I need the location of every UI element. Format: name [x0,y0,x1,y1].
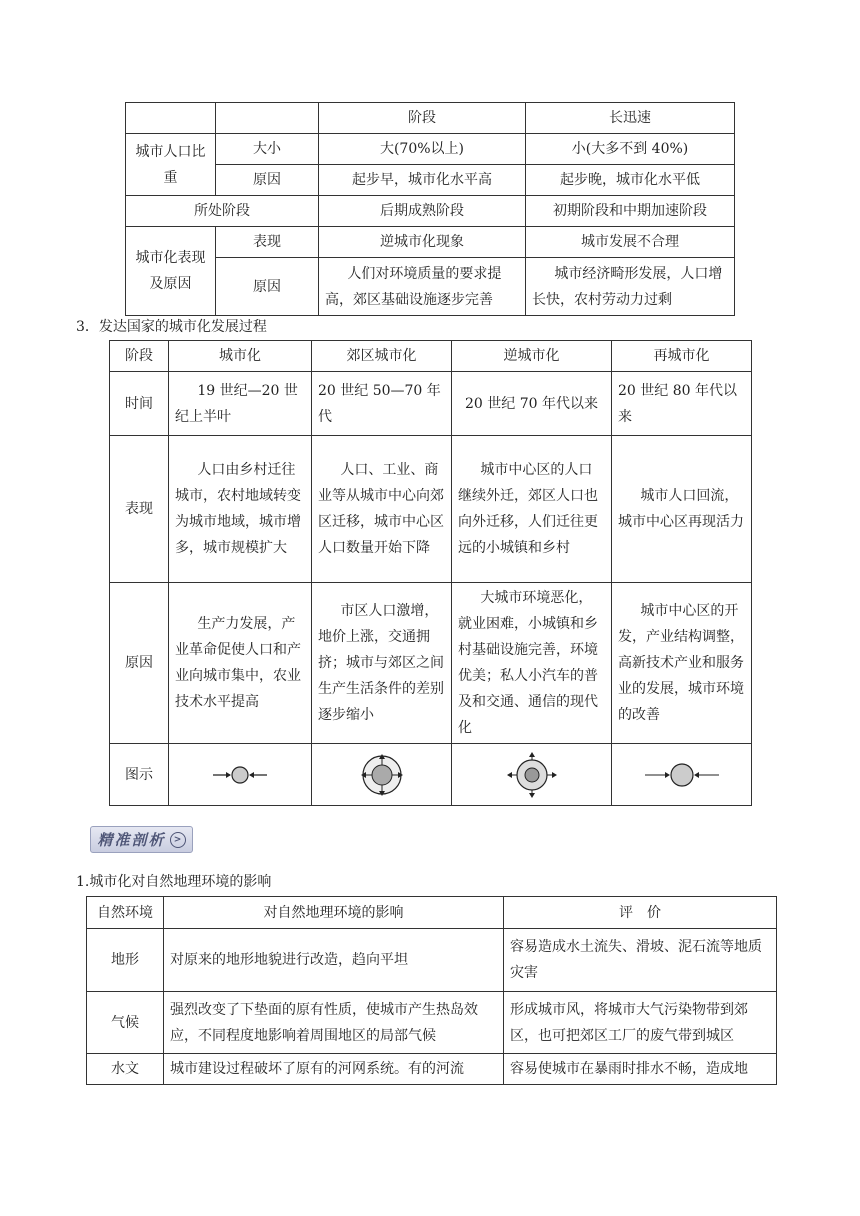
inward-arrows-diagram [205,757,275,793]
city-population-comparison-table [125,102,735,316]
chevron-right-icon: > [170,832,186,848]
reason-urbanization: 生产力发展，产业革命促使人口和产业向城市集中，农业技术水平提高 [169,583,312,744]
diagram-counter-urbanization [452,744,612,806]
performance-urbanization: 人口由乡村迁往城市，农村地域转变为城市地域，城市增多，城市规模扩大 [169,436,312,583]
evaluation-header: 评 价 [504,897,777,929]
climate-label: 气候 [87,992,164,1054]
environment-impact-table [86,896,777,1085]
diagram-urbanization [169,744,312,806]
reason-reurbanization: 城市中心区的开发，产业结构调整，高新技术产业和服务业的发展，城市环境的改善 [612,583,752,744]
urbanization-process-table [109,340,752,806]
population-ratio-label: 城市人口比重 [126,134,216,196]
performance-label: 表现 [216,227,319,258]
terrain-impact: 对原来的地形地貌进行改造，趋向平坦 [164,929,504,992]
performance-suburbanization: 人口、工业、商业等从城市中心向郊区迁移，城市中心区人口数量开始下降 [312,436,452,583]
reason-counter-urbanization: 大城市环境恶化，就业困难，小城镇和乡村基础设施完善，环境优美；私人小汽车的普及和交通、通信的现代化 [452,583,612,744]
header-cell-growth: 长迅速 [526,103,735,134]
diagram-reurbanization [612,744,752,806]
nature-header: 自然环境 [87,897,164,929]
reason-row-label: 原因 [110,583,169,744]
section-1-title: 1.城市化对自然地理环境的影响 [76,874,272,890]
stage-header: 阶段 [110,341,169,372]
outward-arrows-diagram [504,750,560,800]
urbanization-performance-label: 城市化表现及原因 [126,227,216,316]
stage-value-developing: 初期阶段和中期加速阶段 [526,196,735,227]
performance-counter-urbanization: 城市中心区的人口继续外迁，郊区人口也向外迁移，人们迁往更远的小城镇和乡村 [452,436,612,583]
hydrology-evaluation: 容易使城市在暴雨时排水不畅，造成地 [504,1054,777,1085]
reason2-value-developed: 人们对环境质量的要求提高，郊区基础设施逐步完善 [319,258,526,316]
badge-label: 精准剖析 [97,831,166,849]
impact-header: 对自然地理环境的影响 [164,897,504,929]
reason2-label: 原因 [216,258,319,316]
time-counter-urbanization: 20 世纪 70 年代以来 [452,372,612,436]
urbanization-header: 城市化 [169,341,312,372]
performance-value-developed: 逆城市化现象 [319,227,526,258]
climate-evaluation: 形成城市风，将城市大气污染物带到郊区，也可把郊区工厂的废气带到城区 [504,992,777,1054]
size-label: 大小 [216,134,319,165]
time-suburbanization: 20 世纪 50—70 年代 [312,372,452,436]
diagram-suburbanization [312,744,452,806]
suburbanization-header: 郊区城市化 [312,341,452,372]
counter-urbanization-header: 逆城市化 [452,341,612,372]
reason-label: 原因 [216,165,319,196]
analysis-badge [90,826,193,853]
hydrology-label: 水文 [87,1054,164,1085]
terrain-evaluation: 容易造成水土流失、滑坡、泥石流等地质灾害 [504,929,777,992]
climate-impact: 强烈改变了下垫面的原有性质，使城市产生热岛效应，不同程度地影响着周围地区的局部气候 [164,992,504,1054]
reason-value-developed: 起步早，城市化水平高 [319,165,526,196]
header-cell-blank-2 [216,103,319,134]
stage-label: 所处阶段 [126,196,319,227]
header-cell-stage: 阶段 [319,103,526,134]
reason2-value-developing: 城市经济畸形发展，人口增长快，农村劳动力过剩 [526,258,735,316]
performance-row-label: 表现 [110,436,169,583]
hydrology-impact: 城市建设过程破坏了原有的河网系统。有的河流 [164,1054,504,1085]
terrain-label: 地形 [87,929,164,992]
reurbanization-header: 再城市化 [612,341,752,372]
time-reurbanization: 20 世纪 80 年代以来 [612,372,752,436]
suburban-spread-diagram [357,751,407,799]
performance-value-developing: 城市发展不合理 [526,227,735,258]
header-cell-blank-1 [126,103,216,134]
reason-suburbanization: 市区人口激增，地价上涨，交通拥挤；城市与郊区之间生产生活条件的差别逐步缩小 [312,583,452,744]
section-3-title: 3．发达国家的城市化发展过程 [76,319,267,335]
size-value-developed: 大(70%以上) [319,134,526,165]
reason-value-developing: 起步晚，城市化水平低 [526,165,735,196]
time-urbanization: 19 世纪—20 世纪上半叶 [169,372,312,436]
diagram-row-label: 图示 [110,744,169,806]
stage-value-developed: 后期成熟阶段 [319,196,526,227]
performance-reurbanization: 城市人口回流，城市中心区再现活力 [612,436,752,583]
size-value-developing: 小(大多不到 40%) [526,134,735,165]
time-label: 时间 [110,372,169,436]
inward-return-diagram [639,757,725,793]
